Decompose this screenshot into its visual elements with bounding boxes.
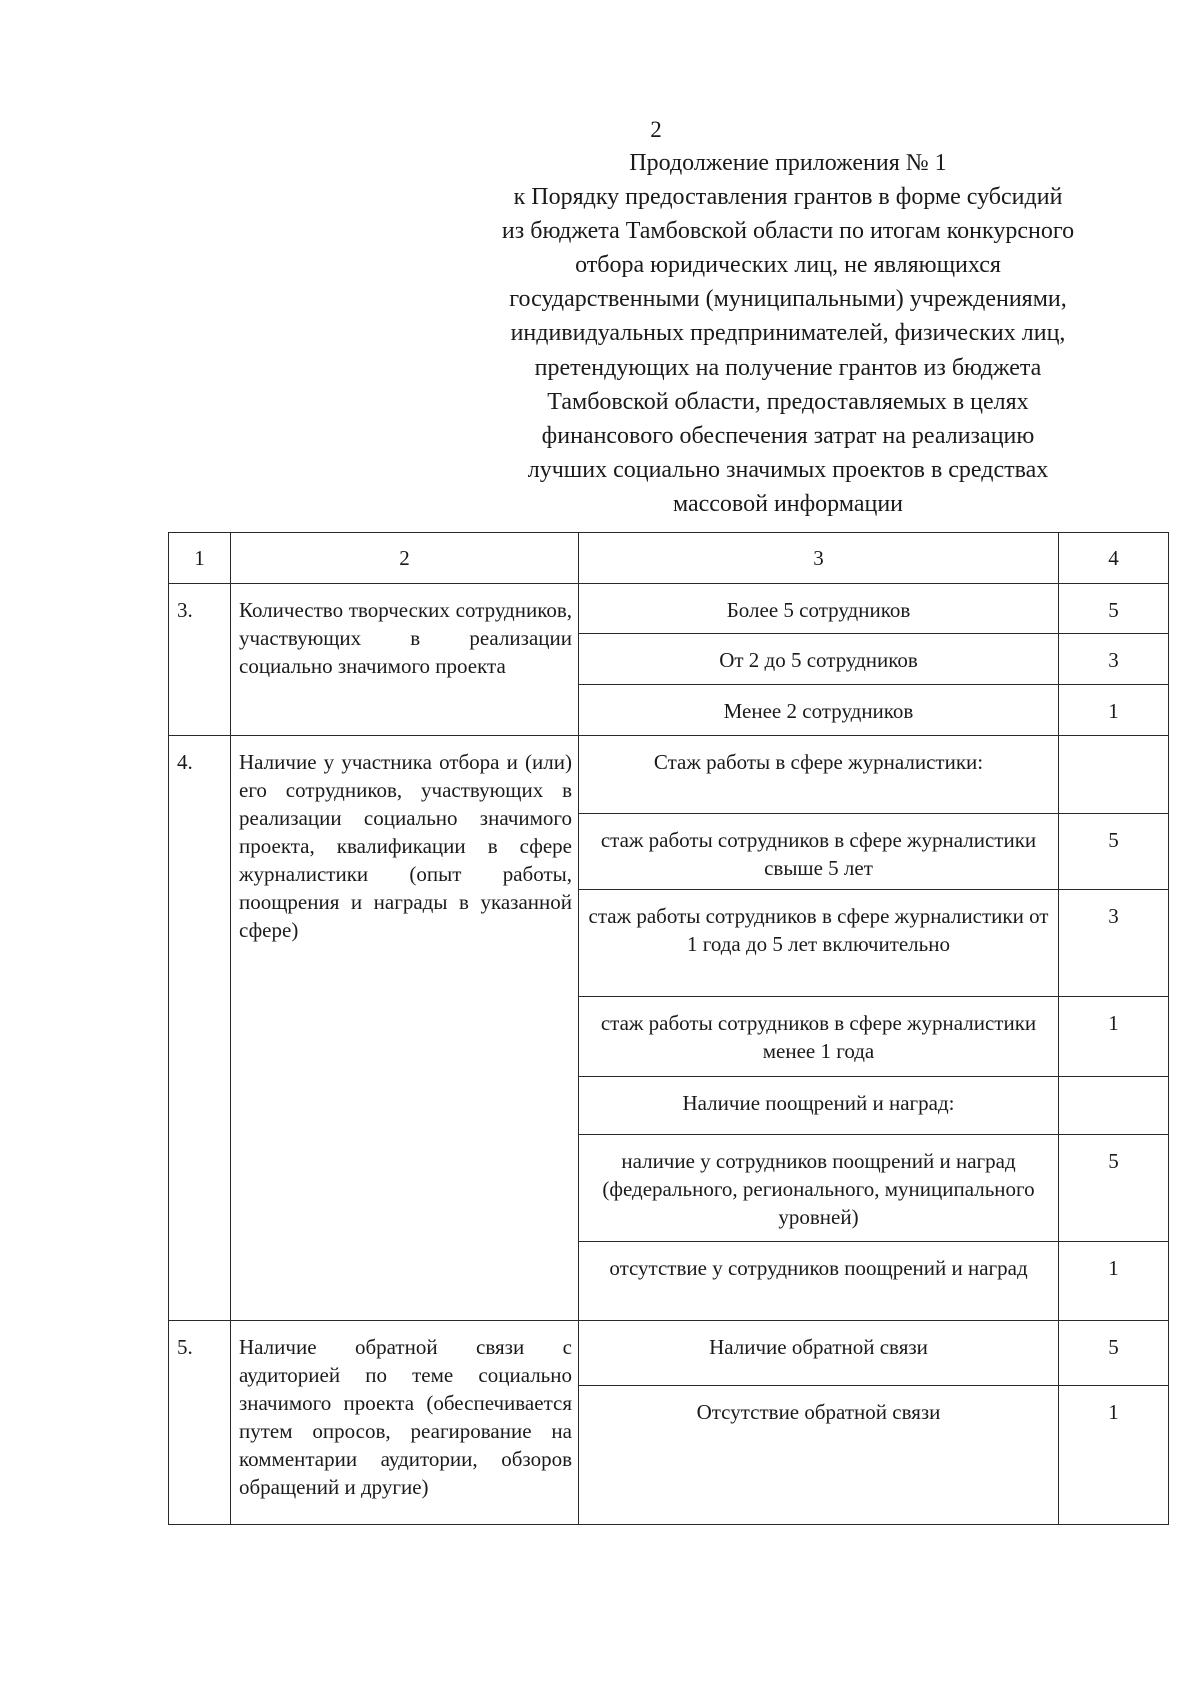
annex-header-line: государственными (муниципальными) учреждениями,	[509, 286, 1067, 313]
criterion-number: 3.	[169, 584, 231, 736]
option-text: наличие у сотрудников поощрений и наград (федерального, регионального, муниципального уровней)	[579, 1135, 1059, 1242]
column-number-header: 2	[231, 533, 579, 584]
option-text: Отсутствие обратной связи	[579, 1386, 1059, 1525]
option-score: 1	[1059, 1386, 1169, 1525]
option-text: стаж работы сотрудников в сфере журналистики от 1 года до 5 лет включительно	[579, 890, 1059, 997]
option-score: 1	[1059, 997, 1169, 1077]
option-text: отсутствие у сотрудников поощрений и наград	[579, 1242, 1059, 1321]
table-row	[169, 1321, 1169, 1386]
criterion-number: 5.	[169, 1321, 231, 1525]
option-score: 3	[1059, 890, 1169, 997]
option-score: 1	[1059, 685, 1169, 736]
option-score	[1059, 1077, 1169, 1135]
option-score: 1	[1059, 1242, 1169, 1321]
table-row	[169, 736, 1169, 814]
option-score: 3	[1059, 634, 1169, 685]
option-text: Менее 2 сотрудников	[579, 685, 1059, 736]
option-subheading: Наличие поощрений и наград:	[579, 1077, 1059, 1135]
annex-header-line: Тамбовской области, предоставляемых в целях	[547, 388, 1029, 415]
annex-header-line: массовой информации	[672, 490, 904, 517]
option-text: Наличие обратной связи	[579, 1321, 1059, 1386]
column-number-header: 4	[1059, 533, 1169, 584]
criterion-text: Наличие у участника отбора и (или) его сотрудников, участвующих в реализации социально значимого проекта, квалификации в сфере журналистики (опыт работы, поощрения и награды в указанной сфере)	[231, 736, 579, 1321]
criterion-text: Наличие обратной связи с аудиторией по теме социально значимого проекта (обеспечивается путем опросов, реагирование на комментарии аудитории, обзоров обращений и другие)	[231, 1321, 579, 1525]
annex-header-line: лучших социально значимых проектов в средствах	[527, 456, 1049, 483]
annex-header-line: из бюджета Тамбовской области по итогам конкурсного	[501, 218, 1075, 245]
annex-header-line: Продолжение приложения № 1	[629, 150, 947, 176]
option-score: 5	[1059, 1321, 1169, 1386]
option-score: 5	[1059, 1135, 1169, 1242]
criteria-table	[168, 532, 1169, 1525]
column-number-header: 3	[579, 533, 1059, 584]
annex-header-line: индивидуальных предпринимателей, физических лиц,	[510, 320, 1066, 347]
annex-header-line: к Порядку предоставления грантов в форме субсидий	[513, 184, 1063, 211]
option-score: 5	[1059, 814, 1169, 890]
option-text: От 2 до 5 сотрудников	[579, 634, 1059, 685]
table-header-row	[169, 533, 1169, 584]
annex-header-line: отбора юридических лиц, не являющихся	[575, 252, 1001, 279]
option-text: стаж работы сотрудников в сфере журналистики свыше 5 лет	[579, 814, 1059, 890]
option-text: Более 5 сотрудников	[579, 584, 1059, 634]
page-number: 2	[650, 117, 662, 142]
annex-header-line: претендующих на получение грантов из бюджета	[534, 354, 1042, 381]
table-row	[169, 584, 1169, 634]
option-score: 5	[1059, 584, 1169, 634]
annex-header	[420, 146, 1156, 521]
option-score	[1059, 736, 1169, 814]
criterion-number: 4.	[169, 736, 231, 1321]
column-number-header: 1	[169, 533, 231, 584]
annex-header-line: финансового обеспечения затрат на реализацию	[541, 422, 1035, 449]
criterion-text: Количество творческих сотрудников, участвующих в реализации социально значимого проекта	[231, 584, 579, 736]
option-subheading: Стаж работы в сфере журналистики:	[579, 736, 1059, 814]
option-text: стаж работы сотрудников в сфере журналистики менее 1 года	[579, 997, 1059, 1077]
